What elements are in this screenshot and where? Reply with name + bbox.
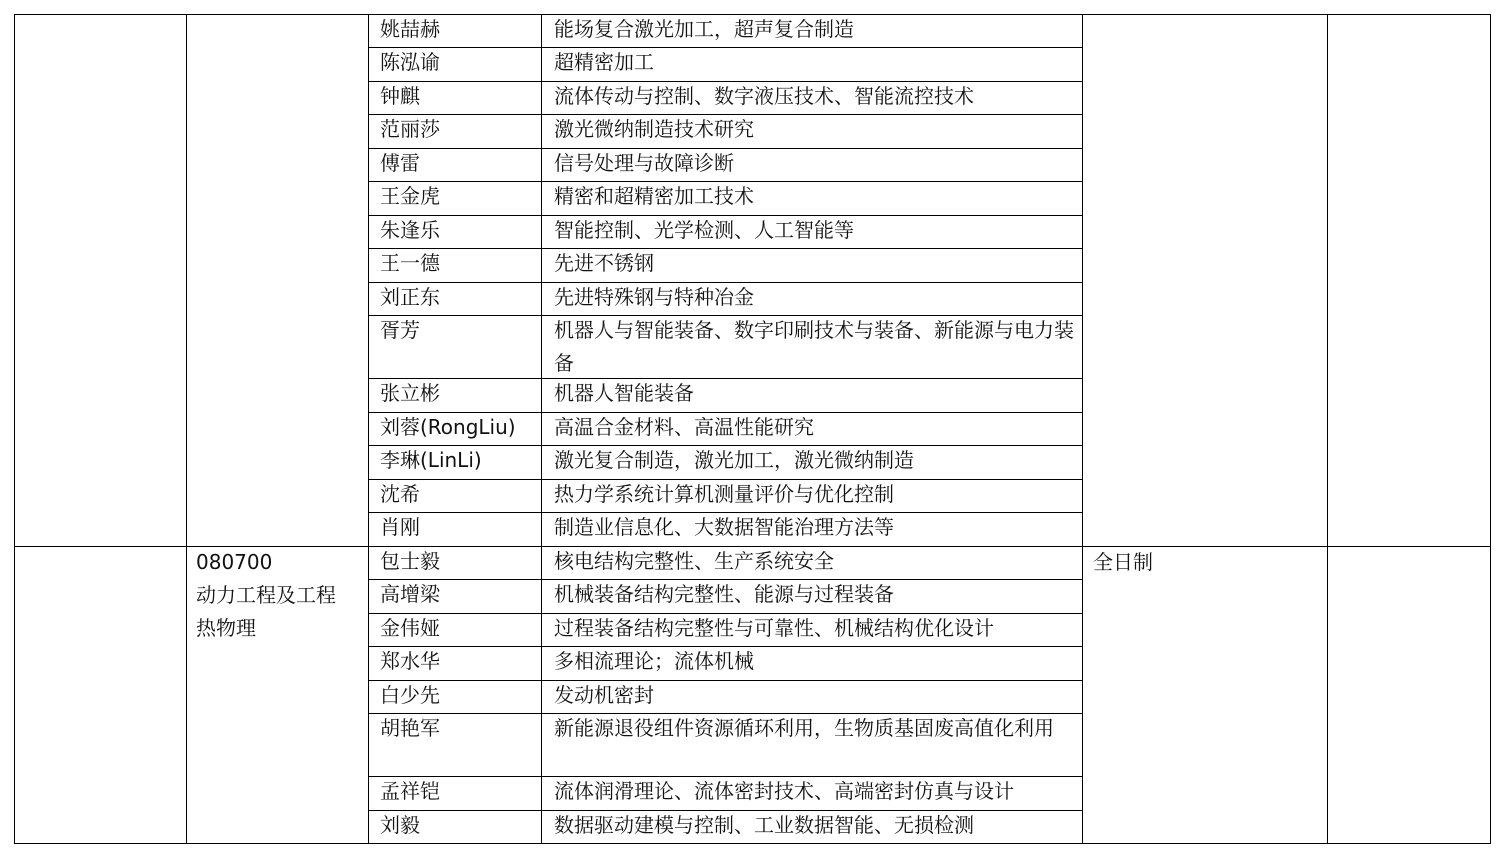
research-direction: 精密和超精密加工技术 — [554, 184, 754, 208]
research-direction: 超精密加工 — [554, 50, 654, 74]
column-border — [368, 14, 369, 844]
column-border — [541, 14, 542, 844]
supervisor-name: 陈泓谕 — [380, 50, 440, 74]
research-direction: 先进特殊钢与特种冶金 — [554, 285, 754, 309]
research-direction: 新能源退役组件资源循环利用，生物质基固废高值化利用 — [554, 716, 1054, 740]
research-direction: 激光复合制造，激光加工，激光微纳制造 — [554, 448, 914, 472]
column-border — [1327, 14, 1328, 844]
supervisor-name: 郑水华 — [380, 649, 440, 673]
column-border — [1490, 14, 1491, 844]
supervisor-name: 刘蓉(RongLiu) — [380, 415, 516, 439]
research-direction: 流体润滑理论、流体密封技术、高端密封仿真与设计 — [554, 779, 1014, 803]
research-direction: 激光微纳制造技术研究 — [554, 117, 754, 141]
column-border — [14, 14, 15, 844]
research-direction: 能场复合激光加工，超声复合制造 — [554, 17, 854, 41]
research-direction: 先进不锈钢 — [554, 251, 654, 275]
supervisor-name: 沈希 — [380, 482, 420, 506]
supervisor-name: 朱逢乐 — [380, 218, 440, 242]
row-border — [14, 843, 1491, 844]
supervisor-name: 胡艳军 — [380, 716, 440, 740]
research-direction: 高温合金材料、高温性能研究 — [554, 415, 814, 439]
major-name: 080700 — [196, 550, 273, 574]
major-name: 热物理 — [196, 616, 256, 640]
research-direction: 机器人智能装备 — [554, 381, 694, 405]
supervisor-name: 金伟娅 — [380, 616, 440, 640]
supervisor-name: 李琳(LinLi) — [380, 448, 482, 472]
supervisor-name: 白少先 — [380, 683, 440, 707]
research-direction: 机器人与智能装备、数字印刷技术与装备、新能源与电力装备 — [554, 318, 1074, 375]
supervisor-name: 刘毅 — [380, 813, 420, 837]
study-mode: 全日制 — [1093, 550, 1153, 574]
supervisor-name: 傅雷 — [380, 151, 420, 175]
research-direction: 数据驱动建模与控制、工业数据智能、无损检测 — [554, 813, 974, 837]
column-border — [186, 14, 187, 844]
research-direction: 信号处理与故障诊断 — [554, 151, 734, 175]
supervisor-name: 胥芳 — [380, 318, 420, 342]
supervisor-name: 王金虎 — [380, 184, 440, 208]
supervisor-name: 张立彬 — [380, 381, 440, 405]
major-name: 动力工程及工程 — [196, 583, 336, 607]
research-direction: 核电结构完整性、生产系统安全 — [554, 549, 834, 573]
research-direction: 流体传动与控制、数字液压技术、智能流控技术 — [554, 84, 974, 108]
supervisor-name: 王一德 — [380, 251, 440, 275]
supervisor-name: 包士毅 — [380, 549, 440, 573]
research-direction: 智能控制、光学检测、人工智能等 — [554, 218, 854, 242]
research-direction: 热力学系统计算机测量评价与优化控制 — [554, 482, 894, 506]
supervisor-name: 范丽莎 — [380, 117, 440, 141]
supervisor-name: 肖刚 — [380, 515, 420, 539]
research-direction: 过程装备结构完整性与可靠性、机械结构优化设计 — [554, 616, 994, 640]
supervisor-name: 钟麒 — [380, 84, 420, 108]
research-direction: 机械装备结构完整性、能源与过程装备 — [554, 582, 894, 606]
supervisor-name: 高增梁 — [380, 582, 440, 606]
supervisor-name: 姚喆赫 — [380, 17, 440, 41]
supervisor-name: 刘正东 — [380, 285, 440, 309]
research-direction: 多相流理论；流体机械 — [554, 649, 754, 673]
research-direction: 发动机密封 — [554, 683, 654, 707]
supervisor-name: 孟祥铠 — [380, 779, 440, 803]
research-direction: 制造业信息化、大数据智能治理方法等 — [554, 515, 894, 539]
column-border — [1082, 14, 1083, 844]
